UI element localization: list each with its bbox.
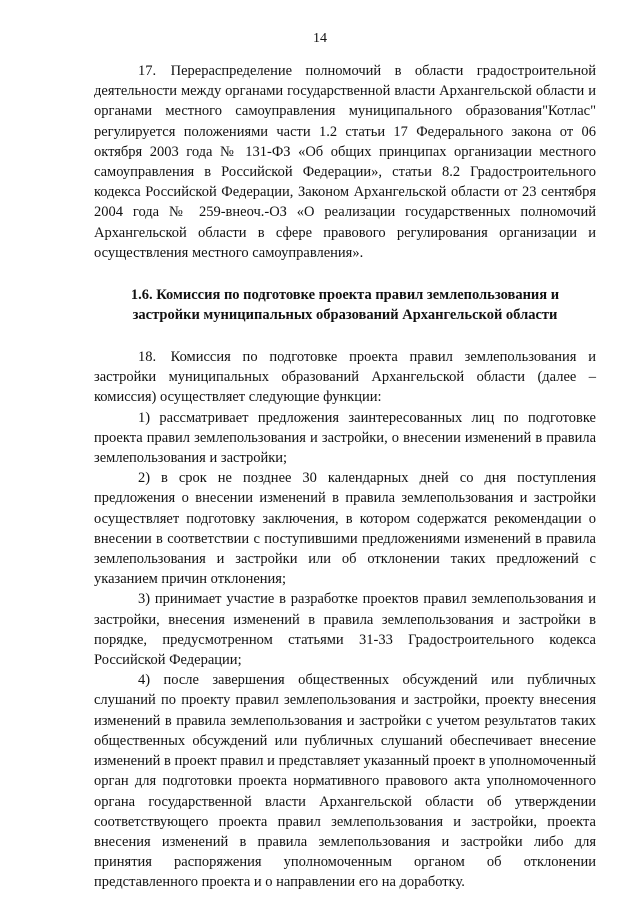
section-heading bbox=[104, 285, 586, 325]
document-body bbox=[94, 61, 596, 893]
list-item-4: 4) после завершения общественных обсуждений или публичных слушаний по проекту правил землепользования и застройки, проекту внесения изменений в правила землепользования и застройки с учетом результатов таких общественных обсуждений или публичных слушаний обеспечивает внесение изменений в проект правил и представляет указанный проект в уполномоченный орган для подготовки проекта нормативного правового акта уполномоченного органа государственной власти Архангельской области об утверждении соответствующего проекта правил землепользования и застройки, проекта внесения изменений в правила землепользования и застройки либо для принятия распоряжения уполномоченным органом об отклонении представленного проекта и о направлении его на доработку. bbox=[94, 672, 596, 891]
section-heading-line-1: 1.6. Комиссия по подготовке проекта правил землепользования и bbox=[130, 287, 560, 304]
section-heading-line-2: застройки муниципальных образований Архангельской области bbox=[132, 307, 558, 324]
paragraph-18: 18. Комиссия по подготовке проекта правил землепользования и застройки муниципальных образований Архангельской области (далее – комиссия) осуществляет следующие функции: bbox=[94, 349, 596, 406]
page-number: 14 bbox=[313, 31, 327, 46]
list-item-3: 3) принимает участие в разработке проектов правил землепользования и застройки, внесения изменений в правила землепользования и застройки в порядке, предусмотренном статьями 31-33 Градостроительного кодекса Российской Федерации; bbox=[94, 591, 596, 669]
paragraph-17: 17. Перераспределение полномочий в области градостроительной деятельности между органами государственной власти Архангельской области и органами местного самоуправления муниципального образования"Котлас" регулируется положениями части 1.2 статьи 17 Федерального закона от 06 октября 2003 года № 131-ФЗ «Об общих принципах организации местного самоуправления в Российской Федерации», статьи 8.2 Градостроительного кодекса Российской Федерации, Законом Архангельской области от 23 сентября 2004 года № 259-внеоч.-ОЗ «О реализации государственных полномочий Архангельской области в сфере правового регулирования организации и осуществления местного самоуправления». bbox=[94, 63, 596, 261]
list-item-2: 2) в срок не позднее 30 календарных дней со дня поступления предложения о внесении изменений в правила землепользования и застройки осуществляет подготовку заключения, в котором содержатся рекомендации о внесении в соответствии с поступившими предложениями изменений в правила землепользования и застройки или об отклонении таких предложений с указанием причин отклонения; bbox=[94, 470, 596, 588]
list-item-1: 1) рассматривает предложения заинтересованных лиц по подготовке проекта правил землепользования и застройки, о внесении изменений в правила землепользования и застройки; bbox=[94, 409, 596, 467]
